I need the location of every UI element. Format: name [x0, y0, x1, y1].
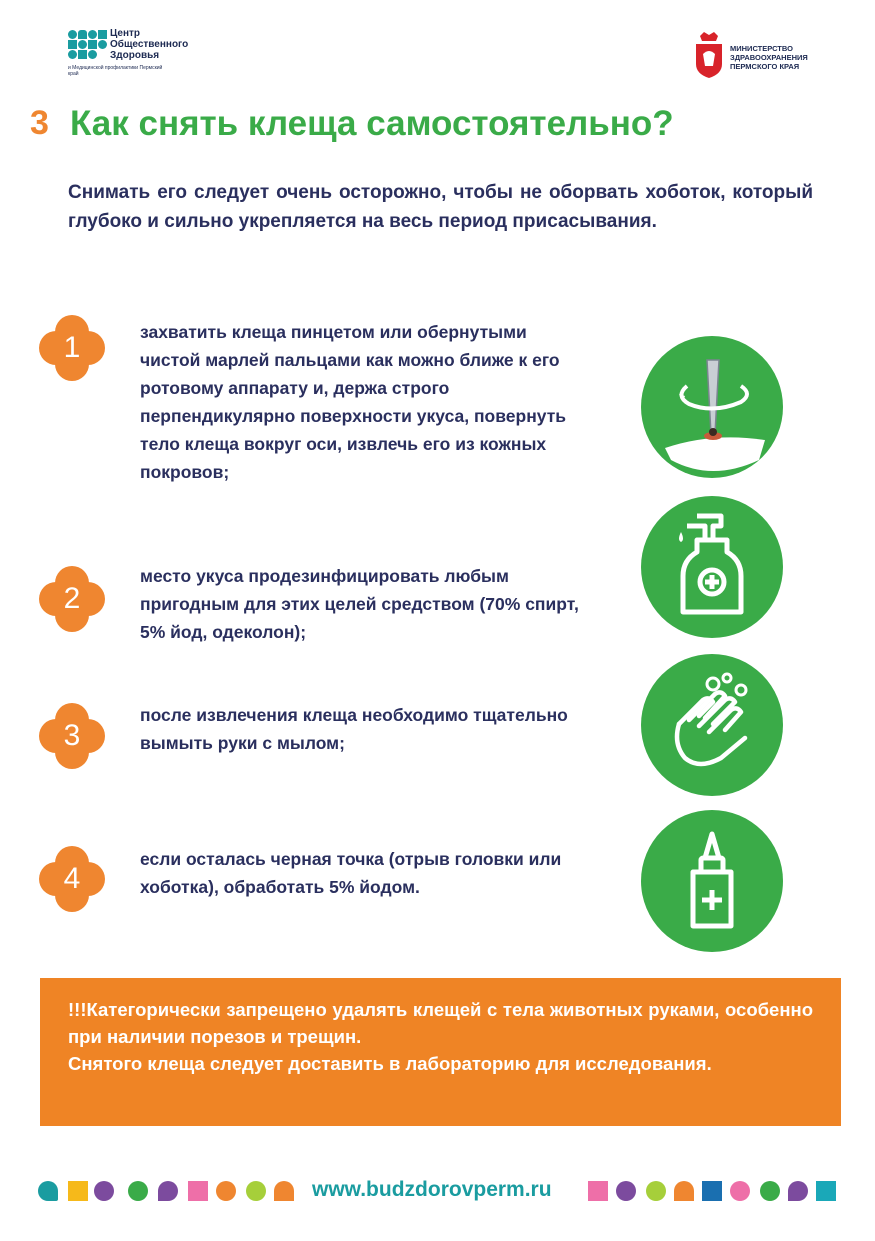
footer-url[interactable]: www.budzdorovperm.ru	[312, 1178, 552, 1201]
intro-paragraph: Снимать его следует очень осторожно, чтобы не оборвать хоботок, который глубоко и сильно укрепляется на весь период присасывания.	[68, 182, 813, 232]
page-title: Как снять клеща самостоятельно?	[70, 104, 674, 143]
logo-grid-icon	[68, 30, 106, 60]
hand-washing-icon	[641, 654, 783, 796]
logo-subtitle: и Медицинской профилактики Пермский край	[68, 65, 163, 77]
step-number: 1	[63, 331, 81, 364]
step-number: 2	[63, 582, 81, 615]
warning-box	[40, 978, 841, 1126]
step-badge-1	[38, 314, 106, 382]
step-number: 4	[63, 862, 81, 895]
step-text-2: место укуса продезинфицировать любым пригодным для этих целей средством (70% спирт, 5% йод, одеколон);	[140, 566, 579, 642]
footer-dots-left	[38, 1181, 298, 1203]
step-badge-2	[38, 565, 106, 633]
ministry-logo	[694, 32, 824, 82]
cph-logo	[68, 28, 208, 77]
footer-dots-right	[588, 1181, 838, 1203]
iodine-bottle-icon	[641, 810, 783, 952]
warning-line-2: Снятого клеща следует доставить в лабораторию для исследования.	[68, 1053, 712, 1074]
sanitizer-bottle-icon	[641, 496, 783, 638]
step-text-3: после извлечения клеща необходимо тщательно вымыть руки с мылом;	[140, 705, 568, 753]
warning-line-1: !!!Категорически запрещено удалять клещей с тела животных руками, особенно при наличии порезов и трещин.	[68, 999, 813, 1047]
coat-of-arms-icon	[694, 32, 724, 78]
step-badge-4	[38, 845, 106, 913]
ministry-name: МИНИСТЕРСТВО ЗДРАВООХРАНЕНИЯ ПЕРМСКОГО КРАЯ	[730, 44, 808, 71]
section-number: 3	[30, 104, 49, 142]
logo-title: Центр Общественного Здоровья	[110, 28, 189, 61]
tweezers-rotate-icon	[641, 336, 783, 478]
step-badge-3	[38, 702, 106, 770]
step-text-4: если осталась черная точка (отрыв головки или хоботка), обработать 5% йодом.	[140, 849, 562, 897]
step-text-1: захватить клеща пинцетом или обернутыми чистой марлей пальцами как можно ближе к его ротовому аппарату и, держа строго перпендикулярно поверхности укуса, повернуть тело клеща вокруг оси, извлечь его из кожных покровов;	[140, 322, 567, 482]
step-number: 3	[63, 719, 81, 752]
